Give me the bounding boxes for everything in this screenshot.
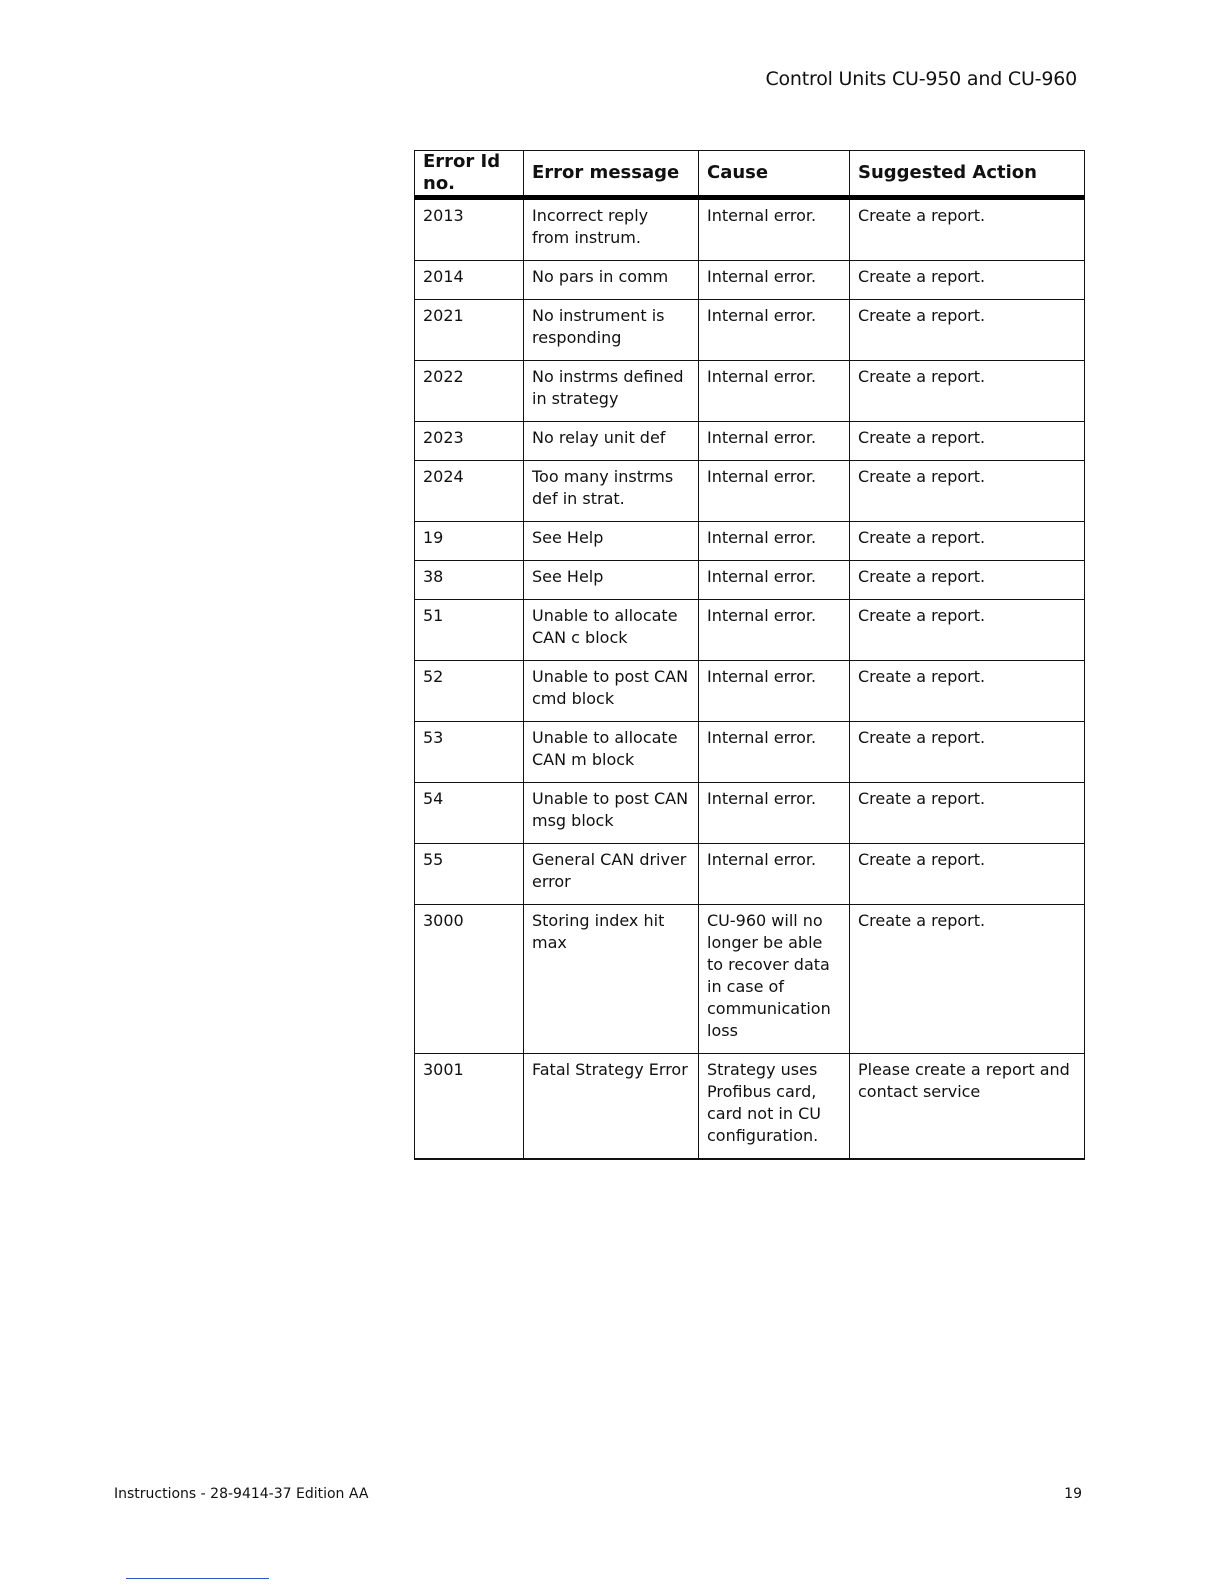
cell-suggested-action: Create a report. bbox=[850, 600, 1085, 661]
cell-suggested-action: Create a report. bbox=[850, 461, 1085, 522]
footer-page-number: 19 bbox=[1064, 1486, 1082, 1502]
cell-suggested-action: Create a report. bbox=[850, 261, 1085, 300]
cell-error-id: 2022 bbox=[415, 361, 524, 422]
cell-error-id: 3001 bbox=[415, 1054, 524, 1160]
cell-suggested-action: Create a report. bbox=[850, 844, 1085, 905]
cell-suggested-action: Create a report. bbox=[850, 522, 1085, 561]
cell-suggested-action: Create a report. bbox=[850, 300, 1085, 361]
cell-error-message: Unable to allocate CAN m block bbox=[524, 722, 699, 783]
cell-error-id: 52 bbox=[415, 661, 524, 722]
cell-error-message: Storing index hit max bbox=[524, 905, 699, 1054]
cell-error-message: No pars in comm bbox=[524, 261, 699, 300]
cell-cause: Internal error. bbox=[699, 722, 850, 783]
cell-error-message: No relay unit def bbox=[524, 422, 699, 461]
cell-error-message: Unable to post CAN msg block bbox=[524, 783, 699, 844]
cell-error-id: 2013 bbox=[415, 198, 524, 261]
cell-error-id: 53 bbox=[415, 722, 524, 783]
cell-error-message: See Help bbox=[524, 522, 699, 561]
cell-error-id: 54 bbox=[415, 783, 524, 844]
cell-suggested-action: Create a report. bbox=[850, 722, 1085, 783]
cell-cause: Internal error. bbox=[699, 300, 850, 361]
cell-suggested-action: Create a report. bbox=[850, 422, 1085, 461]
cell-cause: CU-960 will no longer be able to recover data in case of communication loss bbox=[699, 905, 850, 1054]
cell-error-message: No instrms defined in strategy bbox=[524, 361, 699, 422]
cell-suggested-action: Create a report. bbox=[850, 198, 1085, 261]
table-row bbox=[415, 361, 1085, 422]
error-table bbox=[414, 150, 1085, 1160]
cell-cause: Internal error. bbox=[699, 422, 850, 461]
cell-suggested-action: Create a report. bbox=[850, 561, 1085, 600]
cell-error-id: 55 bbox=[415, 844, 524, 905]
footer-document-id: Instructions - 28-9414-37 Edition AA bbox=[114, 1486, 369, 1502]
cell-cause: Internal error. bbox=[699, 461, 850, 522]
table-header-row bbox=[415, 151, 1085, 198]
table-row bbox=[415, 722, 1085, 783]
cell-error-message: Fatal Strategy Error bbox=[524, 1054, 699, 1160]
cell-error-message: See Help bbox=[524, 561, 699, 600]
table-row bbox=[415, 600, 1085, 661]
cell-error-message: Too many instrms def in strat. bbox=[524, 461, 699, 522]
table-row bbox=[415, 783, 1085, 844]
cell-error-id: 19 bbox=[415, 522, 524, 561]
cell-cause: Internal error. bbox=[699, 661, 850, 722]
cell-error-message: Incorrect reply from instrum. bbox=[524, 198, 699, 261]
cell-cause: Strategy uses Profibus card, card not in CU configuration. bbox=[699, 1054, 850, 1160]
cell-error-id: 2014 bbox=[415, 261, 524, 300]
cell-cause: Internal error. bbox=[699, 600, 850, 661]
cell-cause: Internal error. bbox=[699, 522, 850, 561]
cell-error-message: Unable to allocate CAN c block bbox=[524, 600, 699, 661]
cell-error-message: Unable to post CAN cmd block bbox=[524, 661, 699, 722]
cell-error-id: 2021 bbox=[415, 300, 524, 361]
cell-suggested-action: Create a report. bbox=[850, 361, 1085, 422]
table-row bbox=[415, 261, 1085, 300]
table-row bbox=[415, 1054, 1085, 1160]
cell-cause: Internal error. bbox=[699, 783, 850, 844]
cell-suggested-action: Please create a report and contact service bbox=[850, 1054, 1085, 1160]
table-row bbox=[415, 844, 1085, 905]
column-header-suggested-action: Suggested Action bbox=[850, 151, 1085, 198]
cell-error-id: 2024 bbox=[415, 461, 524, 522]
table-row bbox=[415, 422, 1085, 461]
table-row bbox=[415, 522, 1085, 561]
table-row bbox=[415, 461, 1085, 522]
table-row bbox=[415, 561, 1085, 600]
cell-suggested-action: Create a report. bbox=[850, 905, 1085, 1054]
column-header-error-id: Error Id no. bbox=[415, 151, 524, 198]
table-row bbox=[415, 198, 1085, 261]
column-header-cause: Cause bbox=[699, 151, 850, 198]
page-header-title: Control Units CU-950 and CU-960 bbox=[765, 68, 1077, 90]
cell-error-message: General CAN driver error bbox=[524, 844, 699, 905]
cell-error-message: No instrument is responding bbox=[524, 300, 699, 361]
column-header-error-message: Error message bbox=[524, 151, 699, 198]
footer-link-underline bbox=[126, 1578, 269, 1579]
table-row bbox=[415, 300, 1085, 361]
cell-error-id: 2023 bbox=[415, 422, 524, 461]
table-row bbox=[415, 905, 1085, 1054]
cell-cause: Internal error. bbox=[699, 561, 850, 600]
cell-cause: Internal error. bbox=[699, 844, 850, 905]
cell-suggested-action: Create a report. bbox=[850, 783, 1085, 844]
cell-error-id: 3000 bbox=[415, 905, 524, 1054]
cell-error-id: 38 bbox=[415, 561, 524, 600]
cell-cause: Internal error. bbox=[699, 261, 850, 300]
cell-suggested-action: Create a report. bbox=[850, 661, 1085, 722]
cell-cause: Internal error. bbox=[699, 361, 850, 422]
cell-error-id: 51 bbox=[415, 600, 524, 661]
cell-cause: Internal error. bbox=[699, 198, 850, 261]
table-row bbox=[415, 661, 1085, 722]
